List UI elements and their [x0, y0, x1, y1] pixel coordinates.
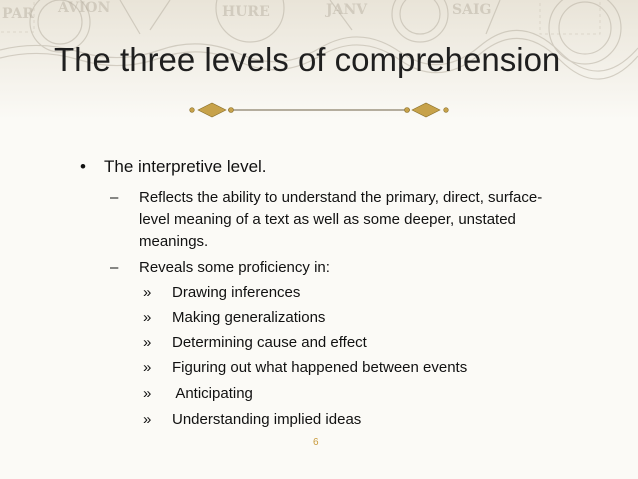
sub-item-line: meanings.: [139, 233, 209, 250]
chevron-right-icon: »: [143, 309, 152, 326]
dash-icon: –: [110, 259, 119, 276]
chevron-right-icon: »: [143, 385, 152, 402]
list-item: Figuring out what happened between events: [172, 359, 468, 376]
slide-title: The three levels of comprehension: [54, 41, 561, 78]
bullet-text: The interpretive level.: [104, 157, 267, 176]
bullet-dot-icon: •: [80, 157, 86, 176]
chevron-right-icon: »: [143, 359, 152, 376]
list-item: Determining cause and effect: [172, 334, 367, 351]
list-item: Making generalizations: [172, 309, 326, 326]
list-item: Drawing inferences: [172, 284, 301, 301]
sub-item-line: Reflects the ability to understand the primary, direct, surface-: [139, 189, 543, 206]
svg-text:AVION: AVION: [58, 0, 111, 16]
svg-text:JANV: JANV: [326, 2, 368, 18]
sub-item-line: Reveals some proficiency in:: [139, 259, 330, 276]
sub-item-line: level meaning of a text as well as some deeper, unstated: [139, 211, 516, 228]
list-item: Anticipating: [172, 385, 253, 402]
list-item: Understanding implied ideas: [172, 411, 362, 428]
page-number: 6: [313, 437, 319, 448]
chevron-right-icon: »: [143, 334, 152, 351]
chevron-right-icon: »: [143, 284, 152, 301]
svg-text:SAIG: SAIG: [452, 2, 492, 18]
chevron-right-icon: »: [143, 411, 152, 428]
dash-icon: –: [110, 189, 119, 206]
svg-text:PAR: PAR: [2, 6, 35, 22]
svg-text:HURE: HURE: [222, 4, 270, 20]
